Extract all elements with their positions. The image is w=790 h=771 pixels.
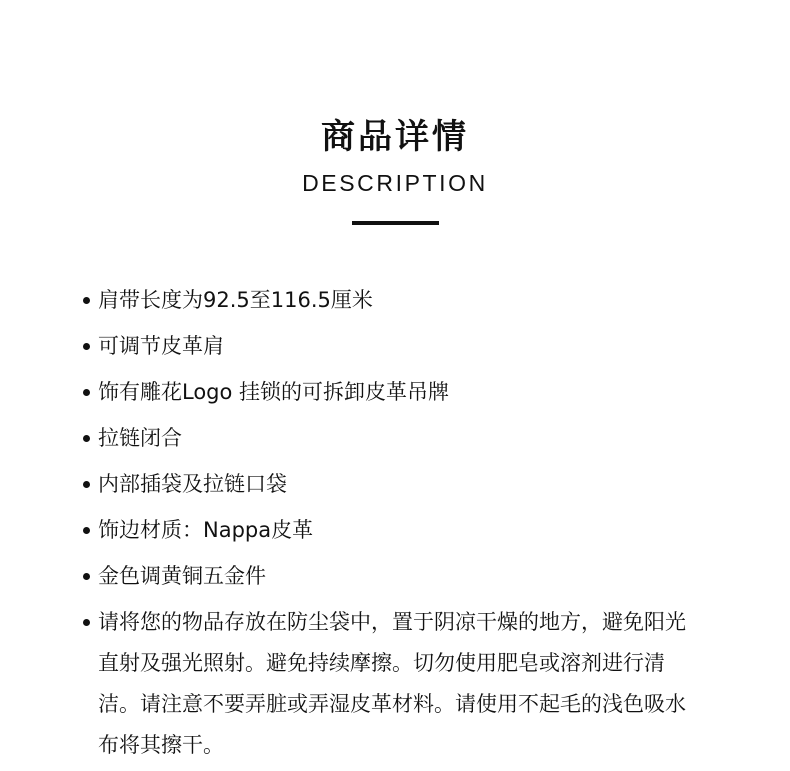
detail-item-zip-closure	[80, 418, 720, 459]
bullet-icon	[83, 435, 90, 442]
detail-item-pockets	[80, 464, 720, 505]
bullet-icon	[83, 343, 90, 350]
detail-item-trim-material	[80, 510, 720, 551]
detail-text: 可调节皮革肩	[98, 334, 224, 358]
detail-text: 饰有雕花Logo 挂锁的可拆卸皮革吊牌	[98, 380, 450, 404]
detail-item-adjustable-strap	[80, 326, 720, 367]
section-header	[0, 114, 790, 197]
detail-item-leather-tag	[80, 372, 720, 413]
bullet-icon	[83, 481, 90, 488]
page-subtitle: DESCRIPTION	[302, 170, 488, 196]
detail-text: 金色调黄铜五金件	[98, 564, 266, 588]
title-divider	[352, 221, 439, 225]
bullet-icon	[83, 527, 90, 534]
detail-text: 饰边材质：Nappa皮革	[98, 518, 314, 542]
detail-text: 内部插袋及拉链口袋	[98, 472, 287, 496]
detail-item-strap-length	[80, 280, 720, 321]
bullet-icon	[83, 619, 90, 626]
detail-text: 肩带长度为92.5至116.5厘米	[98, 288, 373, 312]
bullet-icon	[83, 573, 90, 580]
detail-item-hardware	[80, 556, 720, 597]
details-list	[80, 280, 720, 771]
detail-item-care-instructions	[80, 602, 703, 766]
detail-text: 请将您的物品存放在防尘袋中，置于阴凉干燥的地方，避免阳光直射及强光照射。避免持续摩擦。切勿使用肥皂或溶剂进行清洁。请注意不要弄脏或弄湿皮革材料。请使用不起毛的浅色吸水布将其擦干。	[98, 610, 686, 757]
detail-text: 拉链闭合	[98, 426, 182, 450]
page-title: 商品详情	[321, 117, 469, 157]
bullet-icon	[83, 389, 90, 396]
bullet-icon	[83, 297, 90, 304]
